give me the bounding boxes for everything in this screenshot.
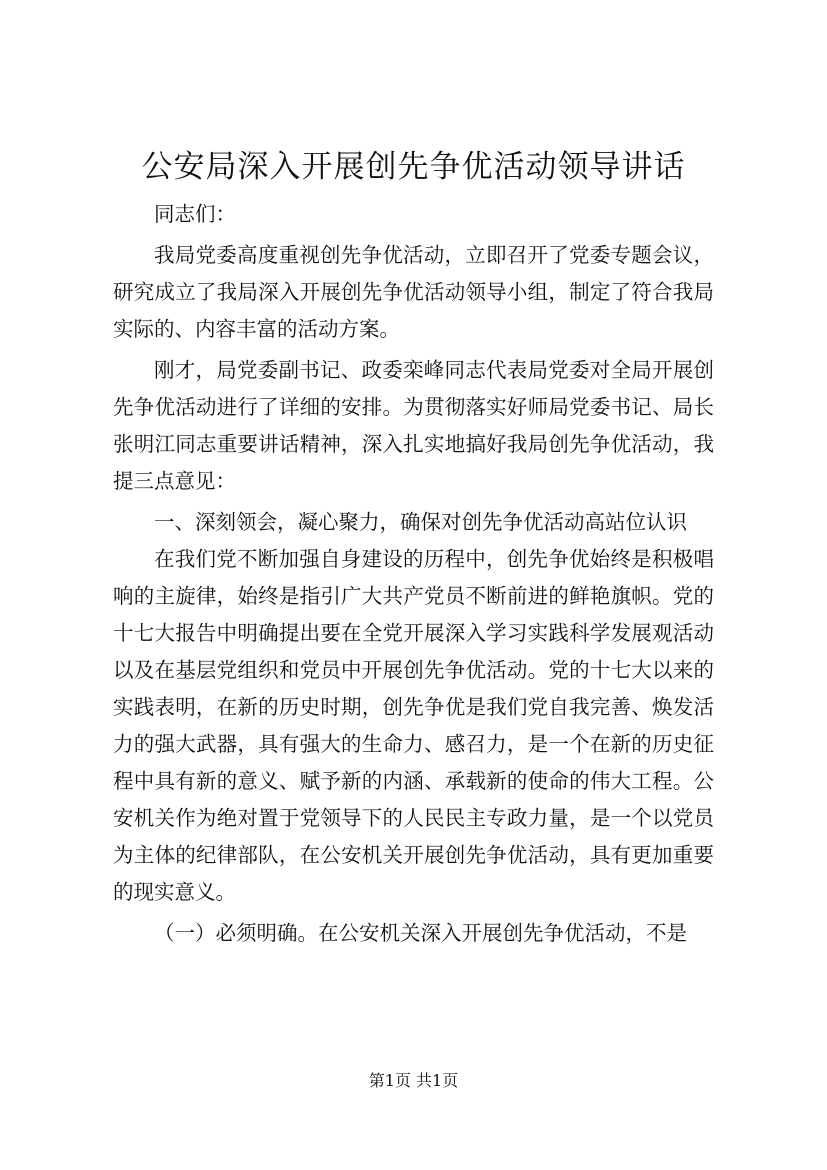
document-title: 公安局深入开展创先争优活动领导讲话 <box>141 149 686 185</box>
document-body <box>113 196 714 952</box>
section-heading: 一、深刻领会，凝心聚力，确保对创先争优活动高站位认识 <box>154 510 687 534</box>
section-paragraph: 在我们党不断加强自身建设的历程中，创先争优始终是积极唱响的主旋律，始终是指引广大共产党员不断前进的鲜艳旗帜。党的十七大报告中明确提出要在全党开展深入学习实践科学发展观活动以及在基层党组织和党员中开展创先争优活动。党的十七大以来的实践表明，在新的历史时期，创先争优是我们党自我完善、焕发活力的强大武器，具有强大的生命力、感召力，是一个在新的历史征程中具有新的意义、赋予新的内涵、承载新的使命的伟大工程。公安机关作为绝对置于党领导下的人民民主专政力量，是一个以党员为主体的纪律部队，在公安机关开展创先争优活动，具有更加重要的现实意义。 <box>113 547 714 904</box>
paragraph-1: 我局党委高度重视创先争优活动，立即召开了党委专题会议，研究成立了我局深入开展创先争优活动领导小组，制定了符合我局实际的、内容丰富的活动方案。 <box>113 243 714 341</box>
page-footer: 第1页 共1页 <box>368 1071 459 1090</box>
paragraph-2: 刚才，局党委副书记、政委栾峰同志代表局党委对全局开展创先争优活动进行了详细的安排。为贯彻落实好师局党委书记、局长张明江同志重要讲话精神，深入扎实地搞好我局创先争优活动，我提三点意见： <box>113 358 714 493</box>
salutation: 同志们： <box>154 202 236 226</box>
sub-heading: （一）必须明确。在公安机关深入开展创先争优活动，不是 <box>154 921 687 945</box>
